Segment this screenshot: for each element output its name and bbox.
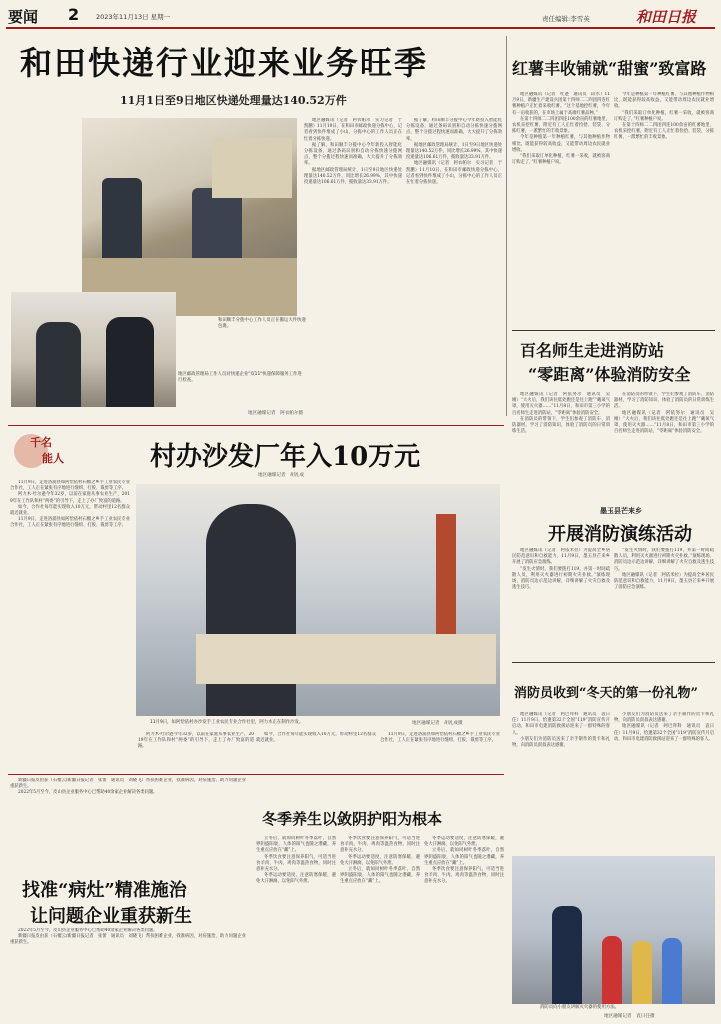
drill-title: 开展消防演练活动 (548, 524, 692, 545)
drill-body-col1: 地区融媒讯（记者 阿依米拉）为提高全乡居民防范意识和自救能力，11月9日，墨玉县芒来乡开展了消防应急演练。 “发生火情时，我们要拨打119，并第一时间疏散人员，利用灭火器进行初期火灾扑救。”演练现场，消防员边示范边讲解，详细讲解了火灾自救及逃生技巧。 (512, 548, 610, 591)
sweet-potato-title: 红薯丰收铺就“甜蜜”致富路 (512, 59, 707, 78)
ills-body-bottom: 2022年5月至今，皮山县企业服务中心已帮助40余家企业解决各类问题。 新疆日报皮由获（石榴云/新疆日报记者 张蕾 通讯员 刘晓飞）帮扶困难企业，找准病因，对症施治，助力问题企业重获新生。 (10, 928, 246, 946)
gift-body-col1: 地区融媒讯（记者 阿巴拜科 通讯员 袁日任）11月9日，恰逢第32个全国“119”消防宣传月启动，和田市电建消防救援站迎来了一群特殊的客人。 小朋友们为消防员送来了亲手制作的贺卡和礼物，向消防员叔叔表达感谢。 (512, 712, 610, 749)
lead-subtitle: 11月1日至9日地区快递处理量达140.52万件 (120, 94, 347, 107)
lead-photo-inspection (11, 292, 176, 407)
fire-top-rule (512, 330, 715, 331)
masthead (6, 4, 715, 28)
badge-top-text: 千名 (30, 436, 52, 449)
village-photo-byline: 地区融媒记者 胡礼成摄 (412, 721, 463, 726)
village-byline: 地区融媒记者 胡礼成 (258, 473, 304, 478)
village-frame-top (8, 425, 504, 426)
drill-body-col2: “发生火情时，我们要拨打119，并第一时间疏散人员，利用灭火器进行初期火灾扑救。”演练现场，消防员边示范边讲解，详细讲解了火灾自救及逃生技巧。 地区融媒讯（记者 阿依米拉）为提高全乡居民防范意识和自救能力，11月9日，墨玉县芒来乡开展了消防应急演练。 (614, 548, 714, 591)
health-body-col2: 冬季饮食要注意保养阳气，可适当进食羊肉、牛肉、鸡肉等温热食物，同时注意补充水分。 冬季运动要适度，注意防寒保暖，避免大汗淋漓，以免阳气外泄。 立冬后，就如同树叶冬季落叶，自然界阴盛阳衰，人体的阳气也随之潜藏，养生重点应放在“藏”上。 (340, 836, 420, 885)
health-body-col3: 冬季运动要适度，注意防寒保暖，避免大汗淋漓，以免阳气外泄。 立冬后，就如同树叶冬季落叶，自然界阴盛阳衰，人体的阳气也随之潜藏，养生重点应放在“藏”上。 冬季饮食要注意保养阳气，可适当进食羊肉、牛肉、鸡肉等温热食物，同时注意补充水分。 (424, 836, 504, 885)
health-body-col1: 立冬后，就如同树叶冬季落叶，自然界阴盛阳衰，人体的阳气也随之潜藏，养生重点应放在“藏”上。 冬季饮食要注意保养阳气，可适当进食羊肉、牛肉、鸡肉等温热食物，同时注意补充水分。 冬季运动要适度，注意防寒保暖，避免大汗淋漓，以免阳气外泄。 (256, 836, 336, 885)
village-photo (136, 484, 500, 716)
header-rule (6, 27, 715, 29)
village-body-col2: 阿力木·吐尔逊今年32岁，以前在家庭从事农业生产，2019年在工作队和村“两委”的引导下，走上了办厂致富的道路。 (138, 732, 254, 750)
lead-title: 和田快递行业迎来业务旺季 (20, 44, 429, 82)
ills-body-top: 新疆日报皮由获（石榴云/新疆日报记者 张蕾 通讯员 刘晓飞）帮扶困难企业，找准病因，对症施治，助力问题企业重获新生。 2022年5月至今，皮山县企业服务中心已帮助40余家企业解决各类问题。 (10, 778, 246, 796)
section-name: 要闻 (8, 8, 39, 26)
lead-body-col2: 据了解，和田顺丰分拨中心今年新投入智能化分拣设备，通过条码识别和自动分拣快速分拨网点，整个分拨过程快速而准确，大大提升了分拣效率。 据地区邮政管理局统计，1日至9日地区快递处理量达140.52万件，同比增长26.99%，其中快递投递量达106.61万件，揽收量达33.91万件。 地区融媒讯（记者 阿衣帕尔 实习记者 于凯鹏）11月10日，在和田市邮政快递分拣中心，记者看到快件堆成了小山，分拣中心的工作人员正在忙着分拣快递。 (406, 118, 502, 186)
lead-photo1-caption: 和田顺丰分拨中心工作人员正在搬运大件快递包裹。 (218, 318, 306, 329)
village-badge (14, 432, 72, 470)
lead-photo-warehouse (82, 118, 297, 316)
village-body-left: 11月9日，走进洛浦县如阿恰依村石榴之乡手工业农民专业合作社，工人正在紧张有序地进行缝纫、打胶、裁剪等工序。 阿力木·吐尔逊今年32岁，以前在家庭从事农业生产，2019年在工作队和村“两委”的引导下，走上了办厂致富的道路。 如今，合作社每年能实现收入10万元，带动村里12名群众就近就业。 11月9日，走进洛浦县如阿恰依村石榴之乡手工业农民专业合作社，工人正在紧张有序地进行缝纫、打胶、裁剪等工序。 (10, 480, 130, 529)
paper-logo: 和田日报 (636, 8, 697, 26)
village-title: 村办沙发厂年入10万元 (150, 442, 421, 472)
gift-photo-byline: 地区融媒记者 袁日任摄 (604, 1014, 655, 1019)
side-top-divider (506, 36, 507, 416)
ills-title-line2: 让问题企业重获新生 (30, 906, 192, 927)
ills-title-line1: 找准“病灶”精准施治 (22, 880, 187, 901)
gift-body-col2: 小朋友们为消防员送来了亲手制作的贺卡和礼物，向消防员叔叔表达感谢。 地区融媒讯（记者 阿巴拜科 通讯员 袁日任）11月9日，恰逢第32个全国“119”消防宣传月启动，和田市电建消防救援站迎来了一群特殊的客人。 (614, 712, 714, 742)
drill-byline: 墨玉县芒来乡 (600, 506, 642, 515)
issue-date: 2023年11月13日 星期一 (96, 13, 171, 21)
village-body-col3: 如今，合作社每年能实现收入10万元，带动村里12名群众就近就业。 (256, 732, 376, 744)
village-photo-caption: 11月9日，如阿恰依村办沙发手工业农民专业合作社里，阿力木正在制作沙发。 (150, 720, 304, 725)
lead-photo2-caption: 地区邮政管理局工作人员对快递企业"双11"快递保障服务工作进行检查。 (178, 372, 302, 383)
village-body-col4: 11月9日，走进洛浦县如阿恰依村石榴之乡手工业农民专业合作社，工人正在紧张有序地进行缝纫、打胶、裁剪等工序。 (380, 732, 500, 744)
lead-byline: 地区融媒记者 阿衣帕尔摄 (248, 411, 304, 416)
gift-photo (512, 856, 715, 1004)
gift-photo-caption: 消防员向小朋友讲解灭火器的使用方法。 (540, 1005, 620, 1010)
fire-body-col2: 在消防员的带领下，学生们参观了消防车、消防器材，学习了消防知识，体验了消防员的日常训练生活。 地区融媒讯（记者 阿依努尔 通讯员 吴刚）“大火后，我们该往低处跑还是往上跑”“戴氧气罩，使用灭火器……”11月8日，和田市第三小学的百名师生走进消防站，“零距离”体验消防安全。 (614, 392, 714, 435)
sweet-potato-body-col1: 地区融媒讯（记者 吐逊 通讯员 段水）11月9日，新疆生产建设兵团第十四师二二四团四连红薯种植户正忙着采收红薯。“这个基地挖红薯，今年有一亩收获的，在市场上属于高端红薯品种。” 在第十四师二二四团四连100余亩的红薯地里，农机采挖红薯，附近有工人正忙着捡拾、装袋、分拣红薯，一派繁忙的丰收景象。 今年是种植第一年种植红薯，与其他种植作物相比，既能获得较高收益，又能带动周边农民就业增收。 “我们采取订单化种植，红薯一采收，就被客商订购走了，”红薯种植户说。 (512, 92, 610, 166)
fire-title-line1: 百名师生走进消防站 (520, 341, 665, 360)
fire-body-col1: 地区融媒讯（记者 阿依努尔 通讯员 吴刚）“大火后，我们该往低处跑还是往上跑”“戴氧气罩，使用灭火器……”11月8日，和田市第三小学的百名师生走进消防站，“零距离”体验消防安全。 在消防员的带领下，学生们参观了消防车、消防器材，学习了消防知识，体验了消防员的日常训练生活。 (512, 392, 610, 435)
editor-credit: 责任编辑:李雪英 (542, 15, 590, 23)
health-title: 冬季养生以敛阴护阳为根本 (262, 810, 443, 828)
sweet-potato-body-col2: 今年是种植第一年种植红薯，与其他种植作物相比，既能获得较高收益，又能带动周边农民就业增收。 “我们采取订单化种植，红薯一采收，就被客商订购走了，”红薯种植户说。 在第十四师二二四团四连100余亩的红薯地里，农机采挖红薯，附近有工人正忙着捡拾、装袋、分拣红薯，一派繁忙的丰收景象。 (614, 92, 714, 141)
gift-top-rule (512, 662, 715, 663)
fire-title-line2: “零距离”体验消防安全 (528, 365, 691, 384)
gift-title: 消防员收到“冬天的第一份礼物” (514, 686, 698, 701)
badge-bottom-text: 能人 (42, 452, 64, 465)
village-frame-bottom (8, 774, 504, 775)
page-number: 2 (68, 5, 80, 24)
lead-body-col1: 地区融媒讯（记者 阿衣帕尔 实习记者 于凯鹏）11月10日，在和田市邮政快递分拣中心，记者看到快件堆成了小山，分拣中心的工作人员正在忙着分拣快递。 据了解，和田顺丰分拨中心今年新投入智能化分拣设备，通过条码识别和自动分拣快速分拨网点，整个分拨过程快速而准确，大大提升了分拣效率。 据地区邮政管理局统计，1日至9日地区快递处理量达140.52万件，同比增长26.99%，其中快递投递量达106.61万件，揽收量达33.91万件。 (304, 118, 402, 186)
